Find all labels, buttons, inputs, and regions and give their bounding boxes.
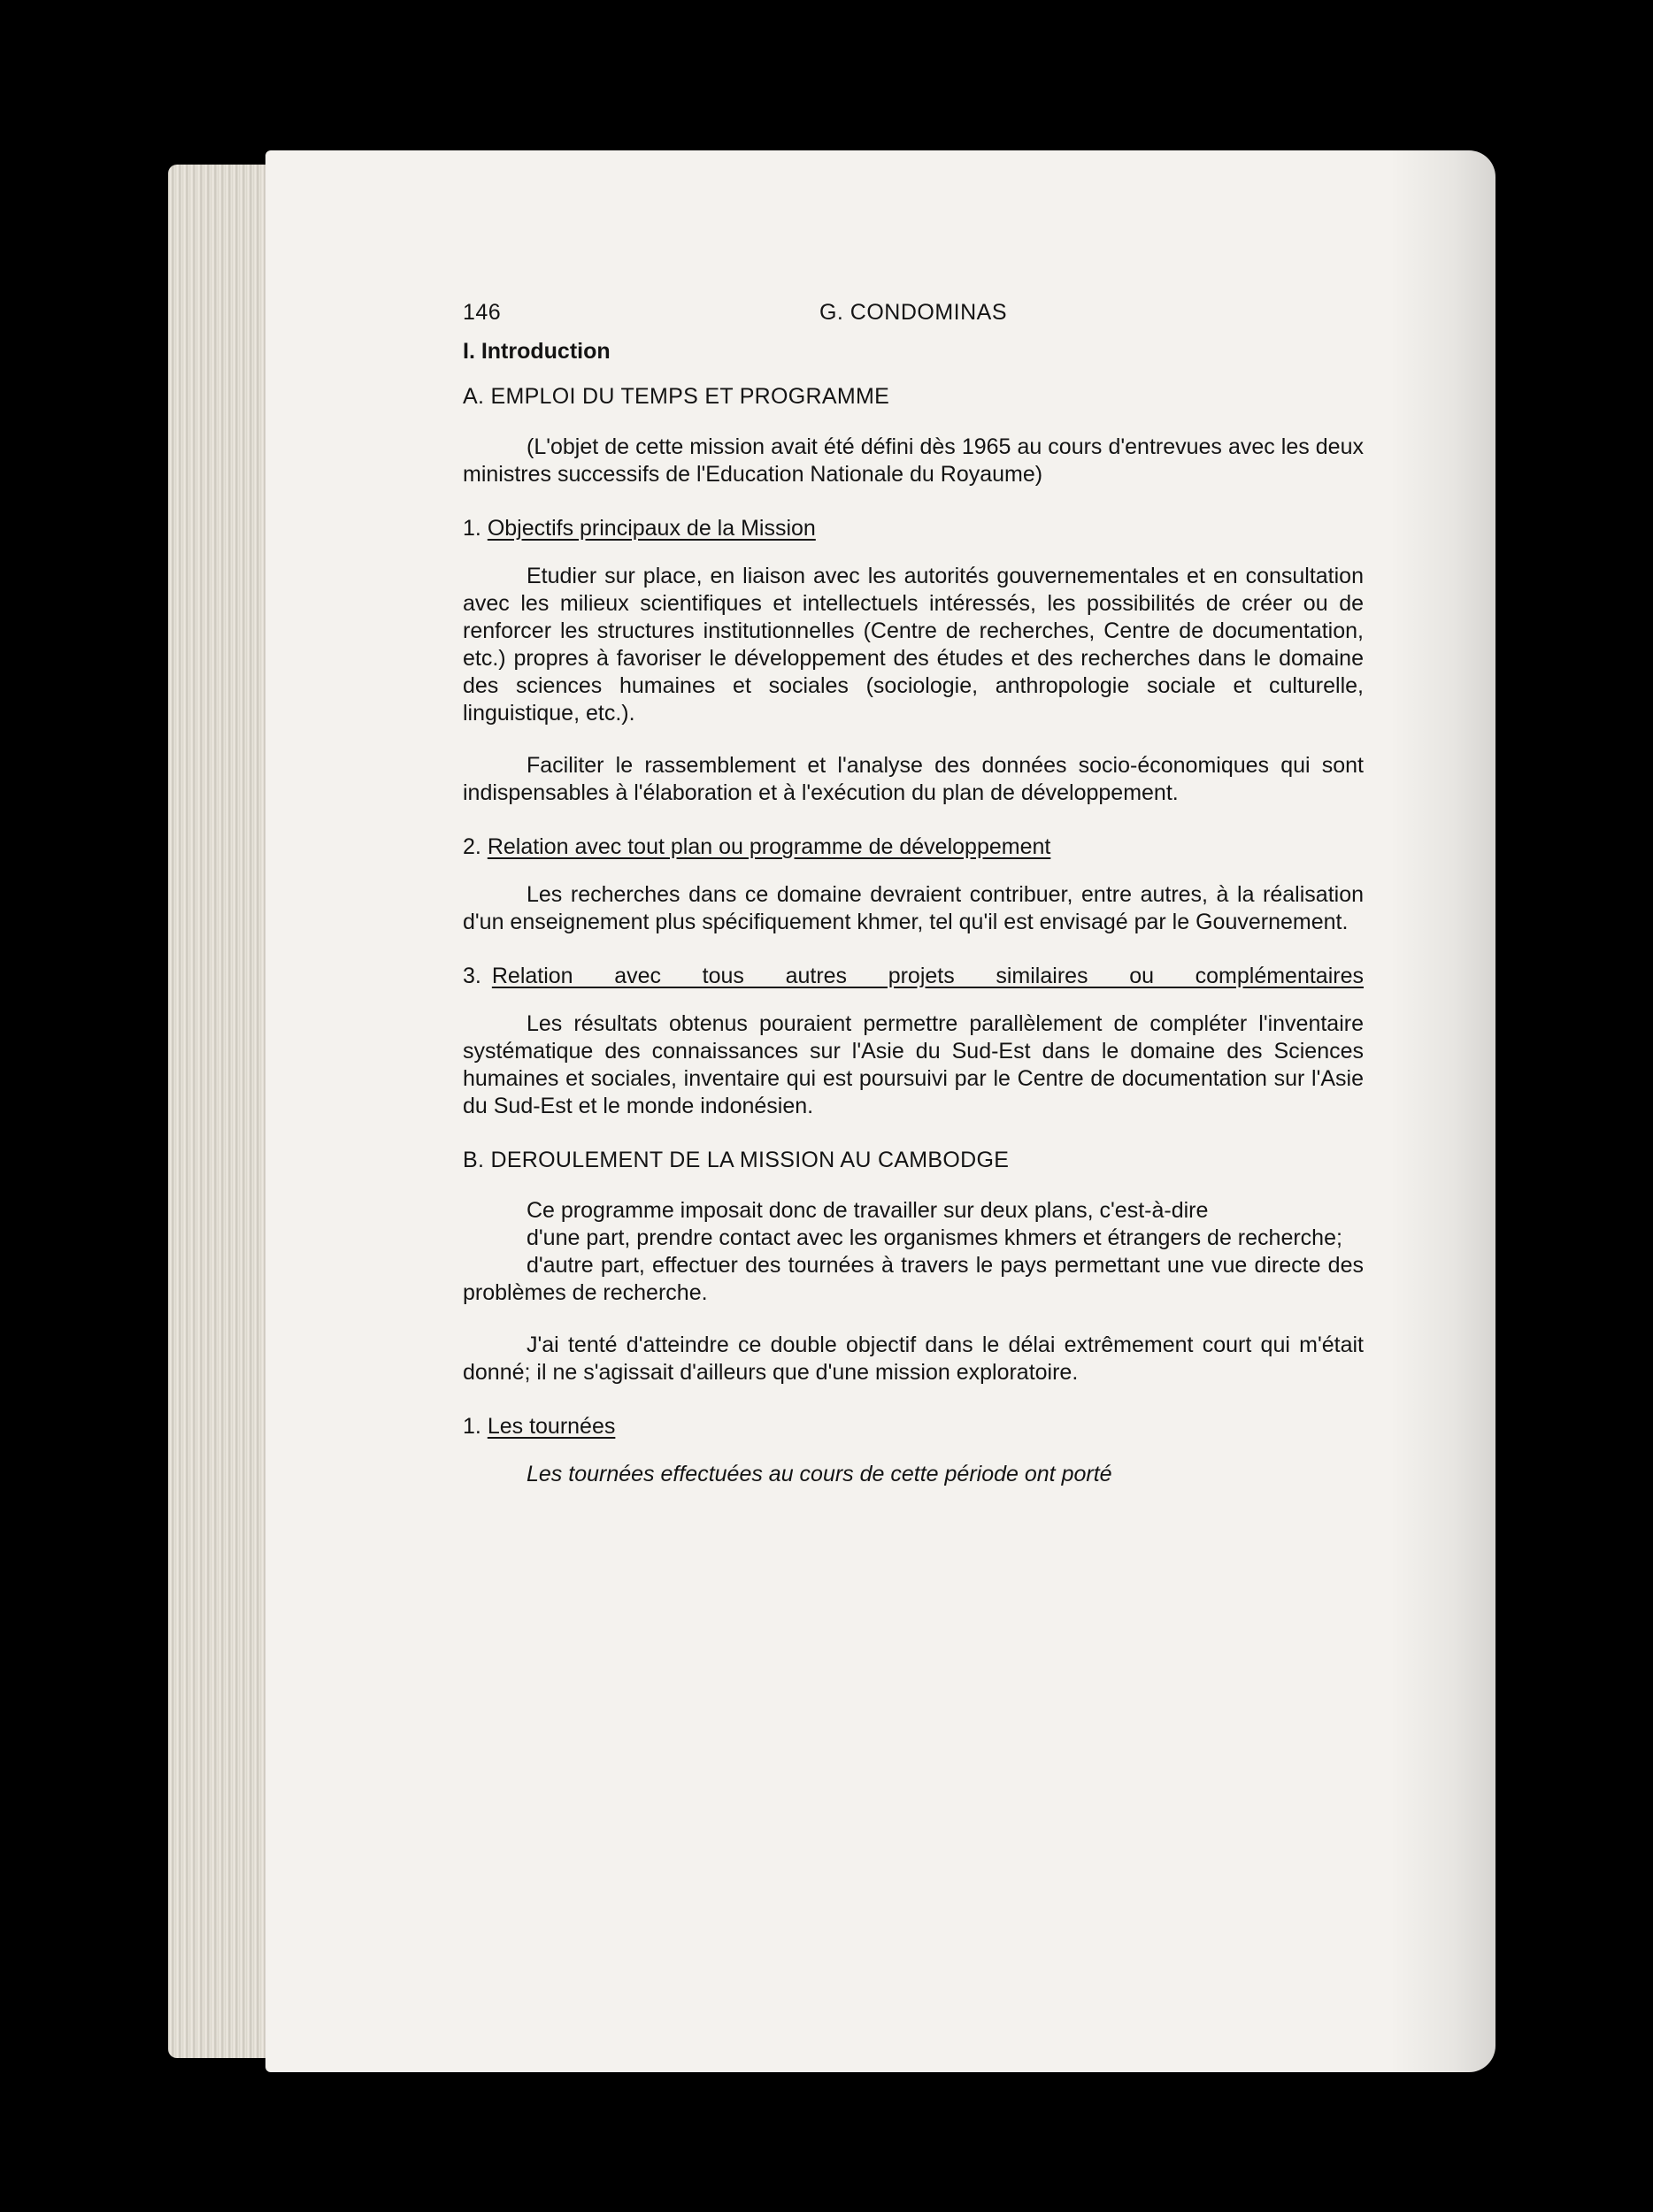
heading-2-title: Relation avec tout plan ou programme de développement [487, 834, 1051, 859]
paragraph-objectives-1: Etudier sur place, en liaison avec les autorités gouvernementales et en consultation avec les milieux scientifiques et intellectuels intéressés, les possibilités de créer ou de renforcer les structures institutionnelles (Centre de recherches, Centre de documentation, etc.) propres à favoriser le développement des études et des recherches dans le domaine des sciences humaines et sociales (sociologie, anthropologie sociale et culturelle, linguistique, etc.). [463, 564, 1364, 726]
heading-1 [463, 515, 1364, 542]
heading-b1-title: Les tournées [487, 1414, 616, 1439]
paragraph-objective: J'ai tenté d'atteindre ce double objectif dans le délai extrêmement court qui m'était donné; il ne s'agissait d'ailleurs que d'une mission exploratoire. [463, 1333, 1364, 1385]
paragraph-first-plan: d'une part, prendre contact avec les organismes khmers et étrangers de recherche; [527, 1225, 1342, 1250]
paragraph-relation-plan: Les recherches dans ce domaine devraient contribuer, entre autres, à la réalisation d'un enseignement plus spécifiquement khmer, tel qu'il est envisagé par le Gouvernement. [463, 882, 1364, 934]
heading-1-number: 1. [463, 516, 481, 541]
paragraph-objectives-2: Faciliter le rassemblement et l'analyse des données socio-économiques qui sont indispensables à l'élaboration et à l'exécution du plan de développement. [463, 753, 1364, 805]
heading-b1-number: 1. [463, 1414, 481, 1439]
section-title: I. Introduction [463, 339, 611, 364]
heading-b: B. DEROULEMENT DE LA MISSION AU CAMBODGE [463, 1148, 1010, 1172]
heading-a: A. EMPLOI DU TEMPS ET PROGRAMME [463, 384, 890, 409]
heading-3 [463, 963, 1364, 990]
heading-2-number: 2. [463, 834, 481, 859]
paragraph-second-plan: d'autre part, effectuer des tournées à travers le pays permettant une vue directe des problèmes de recherche. [463, 1253, 1364, 1305]
running-author: G. CONDOMINAS [819, 300, 1008, 325]
paragraph-programme: Ce programme imposait donc de travailler sur deux plans, c'est-à-dire [527, 1198, 1209, 1223]
paragraph-intro: (L'objet de cette mission avait été défini dès 1965 au cours d'entrevues avec les deux ministres successifs de l'Education Nationale du Royaume) [463, 434, 1364, 487]
heading-b1 [463, 1413, 1364, 1440]
page-text [463, 299, 1364, 1488]
paragraph-relation-projects: Les résultats obtenus pouraient permettre parallèlement de compléter l'inventaire systématique des connaissances sur l'Asie du Sud-Est dans le domaine des Sciences humaines et sociales, inventaire qui est poursuivi par le Centre de documentation sur l'Asie du Sud-Est et le monde indonésien. [463, 1011, 1364, 1118]
page-number: 146 [463, 300, 502, 325]
heading-3-number: 3. [463, 964, 481, 988]
heading-1-title: Objectifs principaux de la Mission [487, 516, 816, 541]
paragraph-tournees: Les tournées effectuées au cours de cette période ont porté [527, 1462, 1112, 1486]
heading-3-title: Relation avec tous autres projets similaires ou complémentaires [491, 964, 1364, 988]
running-header [463, 299, 1364, 327]
heading-2 [463, 833, 1364, 861]
page-gutter-shade [1389, 150, 1495, 2072]
